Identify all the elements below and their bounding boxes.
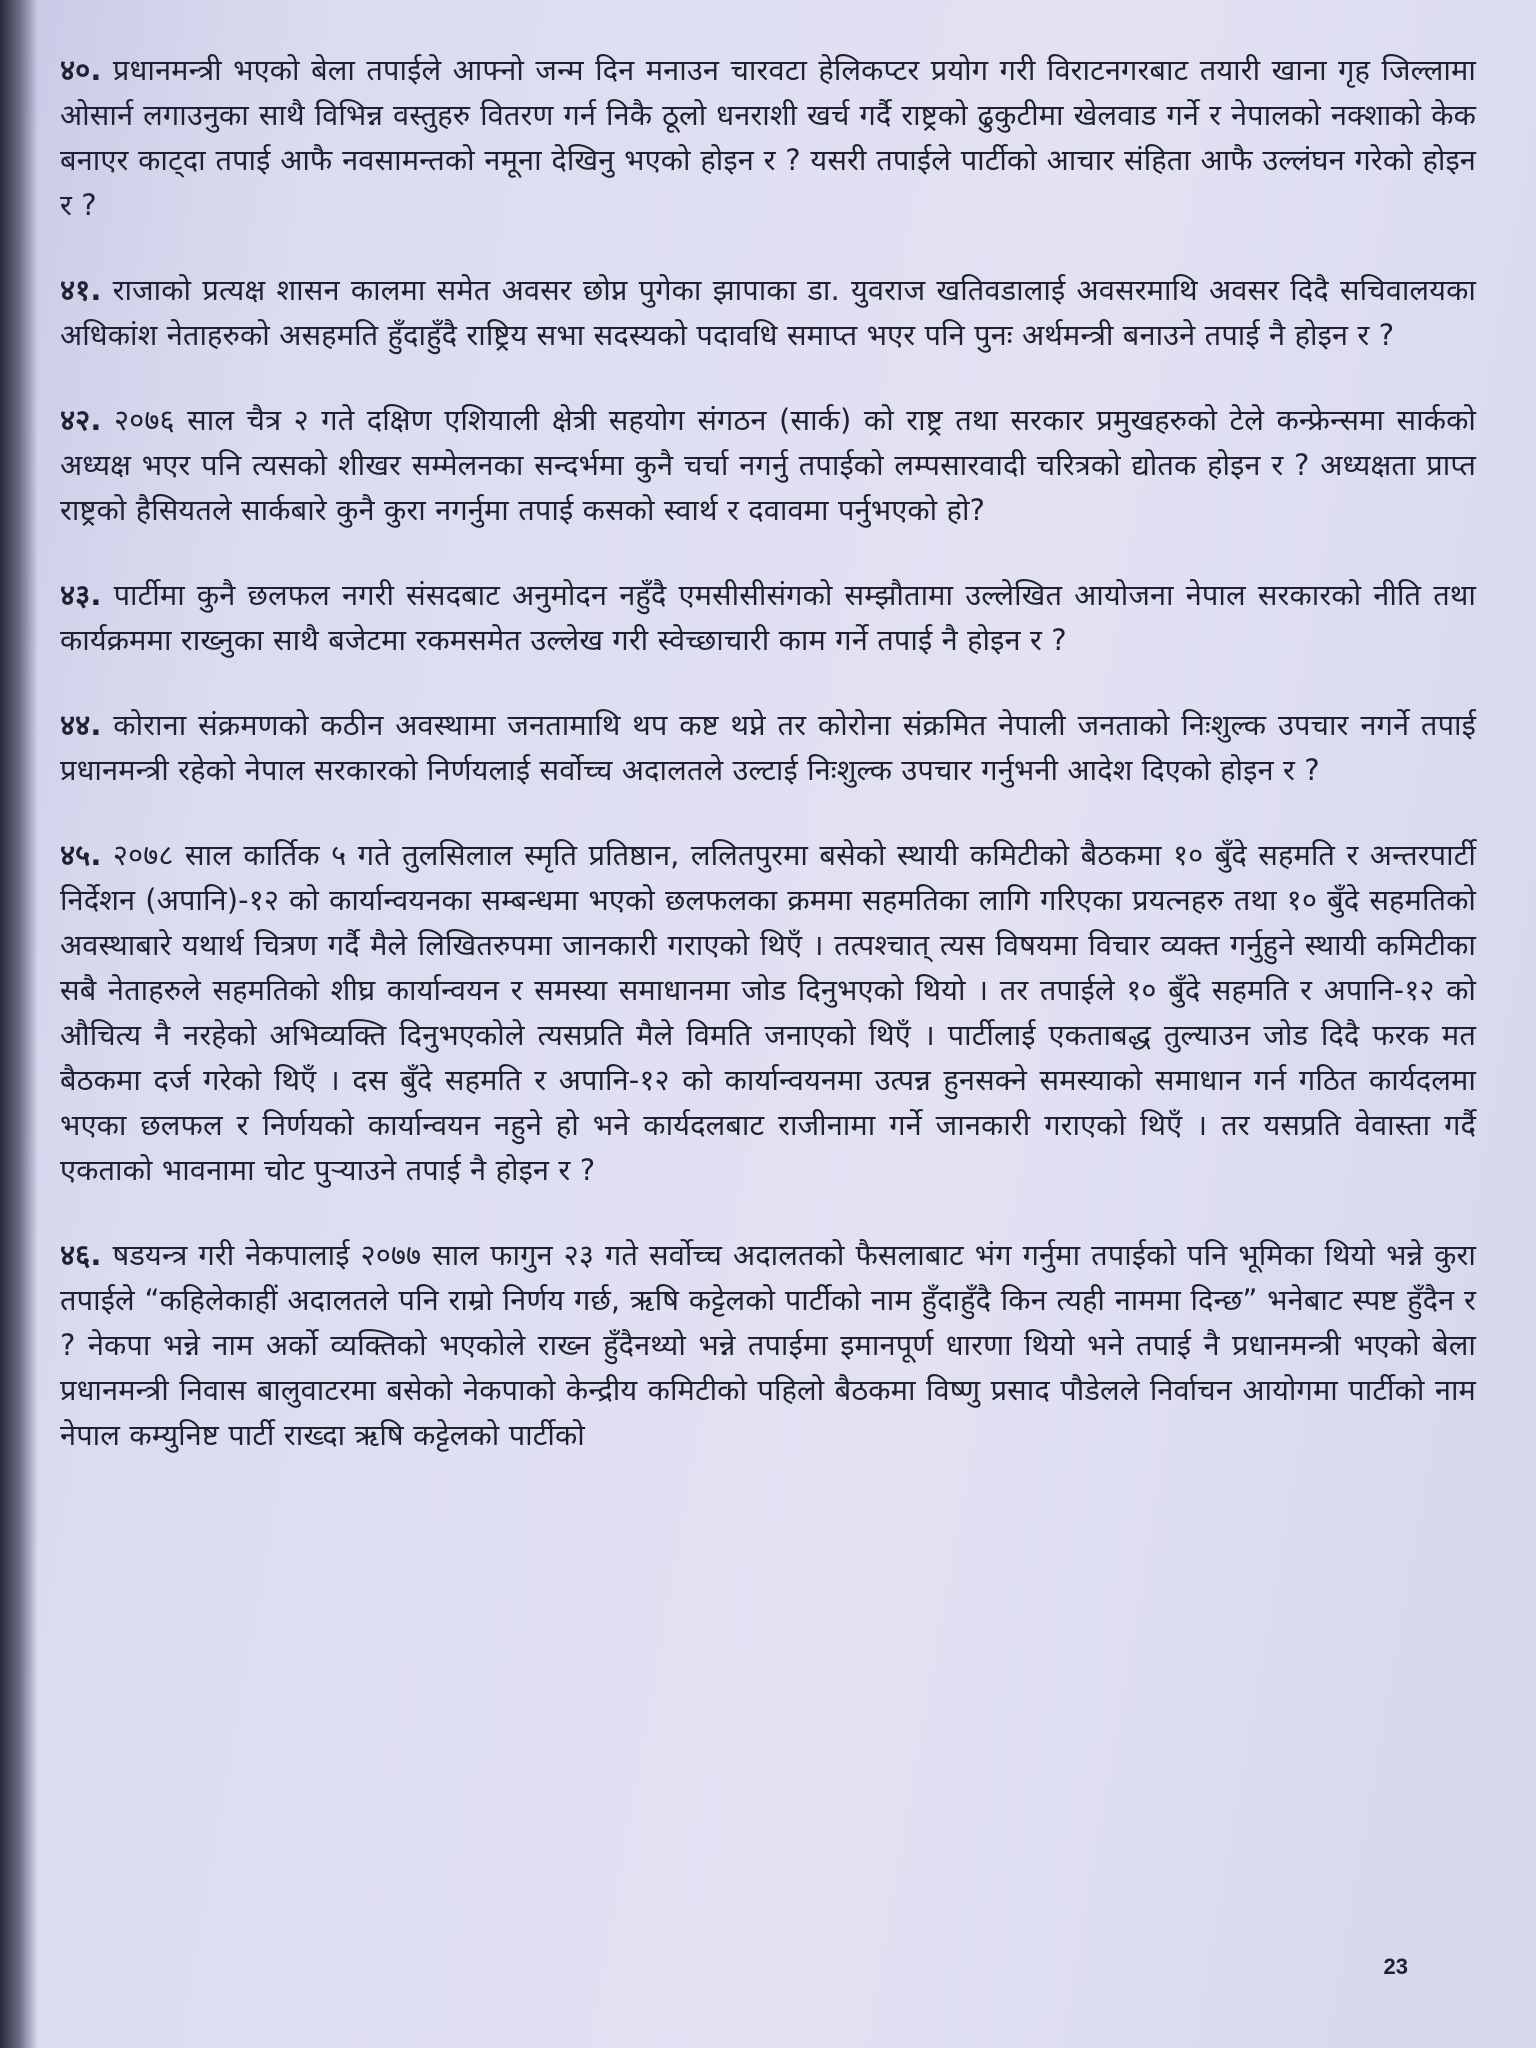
item-number: ४५. bbox=[60, 838, 102, 872]
item-body: प्रधानमन्त्री भएको बेला तपाईले आफ्नो जन्म दिन मनाउन चारवटा हेलिकप्टर प्रयोग गरी विराटनगरबाट तयारी खाना गृह जिल्लामा ओसार्न लगाउनुका साथै विभिन्न वस्तुहरु वितरण गर्न निकै ठूलो धनराशी खर्च गर्दै राष्ट्रको ढुकुटीमा खेलवाड गर्ने र नेपालको नक्शाको केक बनाएर काट्दा तपाई आफै नवसामन्तको नमूना देखिनु भएको होइन र ? यसरी तपाईले पार्टीको आचार संहिता आफै उल्लंघन गरेको होइन र ? bbox=[60, 53, 1476, 222]
item-body: राजाको प्रत्यक्ष शासन कालमा समेत अवसर छोप्न पुगेका झापाका डा. युवराज खतिवडालाई अवसरमाथि अवसर दिदै सचिवालयका अधिकांश नेताहरुको असहमति हुँदाहुँदै राष्ट्रिय सभा सदस्यको पदावधि समाप्त भएर पनि पुनः अर्थमन्त्री बनाउने तपाई नै होइन र ? bbox=[60, 273, 1476, 352]
paragraph-text bbox=[60, 703, 1476, 793]
question-44 bbox=[60, 703, 1476, 793]
question-40 bbox=[60, 48, 1476, 228]
question-43 bbox=[60, 573, 1476, 663]
item-body: २०७८ साल कार्तिक ५ गते तुलसिलाल स्मृति प्रतिष्ठान, ललितपुरमा बसेको स्थायी कमिटीको बैठकमा १० बुँदे सहमति र अन्तरपार्टी निर्देशन (अपानि)-१२ को कार्यान्वयनका सम्बन्धमा भएको छलफलका क्रममा सहमतिका लागि गरिएका प्रयत्नहरु तथा १० बुँदे सहमतिको अवस्थाबारे यथार्थ चित्रण गर्दै मैले लिखितरुपमा जानकारी गराएको थिएँ । तत्पश्चात् त्यस विषयमा विचार व्यक्त गर्नुहुने स्थायी कमिटीका सबै नेताहरुले सहमतिको शीघ्र कार्यान्वयन र समस्या समाधानमा जोड दिनुभएको थियो । तर तपाईले १० बुँदे सहमति र अपानि-१२ को औचित्य नै नरहेको अभिव्यक्ति दिनुभएकोले त्यसप्रति मैले विमति जनाएको थिएँ । पार्टीलाई एकताबद्ध तुल्याउन जोड दिदै फरक मत बैठकमा दर्ज गरेको थिएँ । दस बुँदे सहमति र अपानि-१२ को कार्यान्वयनमा उत्पन्न हुनसक्ने समस्याको समाधान गर्न गठित कार्यदलमा भएका छलफल र निर्णयको कार्यान्वयन नहुने हो भने कार्यदलबाट राजीनामा गर्ने जानकारी गराएको थिएँ । तर यसप्रति वेवास्ता गर्दै एकताको भावनामा चोट पुऱ्याउने तपाई नै होइन र ? bbox=[60, 838, 1476, 1187]
book-spine-shadow bbox=[0, 0, 38, 2048]
question-45 bbox=[60, 833, 1476, 1193]
paragraph-text bbox=[60, 48, 1476, 228]
paragraph-text bbox=[60, 268, 1476, 358]
item-body: षडयन्त्र गरी नेकपालाई २०७७ साल फागुन २३ गते सर्वोच्च अदालतको फैसलाबाट भंग गर्नुमा तपाईको पनि भूमिका थियो भन्ने कुरा तपाईले “कहिलेकाहीं अदालतले पनि राम्रो निर्णय गर्छ, ऋषि कट्टेलको पार्टीको नाम हुँदाहुँदै किन त्यही नाममा दिन्छ” भनेबाट स्पष्ट हुँदैन र ? नेकपा भन्ने नाम अर्को व्यक्तिको भएकोले राख्न हुँदैनथ्यो भन्ने तपाईमा इमानपूर्ण धारणा थियो भने तपाई नै प्रधानमन्त्री भएको बेला प्रधानमन्त्री निवास बालुवाटरमा बसेको नेकपाको केन्द्रीय कमिटीको पहिलो बैठकमा विष्णु प्रसाद पौडेलले निर्वाचन आयोगमा पार्टीको नाम नेपाल कम्युनिष्ट पार्टी राख्दा ऋषि कट्टेलको पार्टीको bbox=[60, 1238, 1476, 1452]
item-number: ४६. bbox=[60, 1238, 102, 1272]
question-46 bbox=[60, 1233, 1476, 1458]
page-number: 23 bbox=[1383, 1954, 1408, 1979]
paragraph-text bbox=[60, 398, 1476, 533]
paragraph-text bbox=[60, 833, 1476, 1193]
question-41 bbox=[60, 268, 1476, 358]
item-number: ४२. bbox=[60, 403, 102, 437]
item-number: ४०. bbox=[60, 53, 102, 87]
paragraph-text bbox=[60, 1233, 1476, 1458]
item-body: कोराना संक्रमणको कठीन अवस्थामा जनतामाथि थप कष्ट थप्ने तर कोरोना संक्रमित नेपाली जनताको निःशुल्क उपचार नगर्ने तपाई प्रधानमन्त्री रहेको नेपाल सरकारको निर्णयलाई सर्वोच्च अदालतले उल्टाई निःशुल्क उपचार गर्नुभनी आदेश दिएको होइन र ? bbox=[60, 708, 1476, 787]
item-number: ४१. bbox=[60, 273, 102, 307]
item-number: ४३. bbox=[60, 578, 102, 612]
question-42 bbox=[60, 398, 1476, 533]
paragraph-text bbox=[60, 573, 1476, 663]
item-body: पार्टीमा कुनै छलफल नगरी संसदबाट अनुमोदन नहुँदै एमसीसीसंगको सम्झौतामा उल्लेखित आयोजना नेपाल सरकारको नीति तथा कार्यक्रममा राख्नुका साथै बजेटमा रकमसमेत उल्लेख गरी स्वेच्छाचारी काम गर्ने तपाई नै होइन र ? bbox=[60, 578, 1476, 657]
item-number: ४४. bbox=[60, 708, 102, 742]
item-body: २०७६ साल चैत्र २ गते दक्षिण एशियाली क्षेत्री सहयोग संगठन (सार्क) को राष्ट्र तथा सरकार प्रमुखहरुको टेले कन्फ्रेन्समा सार्कको अध्यक्ष भएर पनि त्यसको शीखर सम्मेलनका सन्दर्भमा कुनै चर्चा नगर्नु तपाईको लम्पसारवादी चरित्रको द्योतक होइन र ? अध्यक्षता प्राप्त राष्ट्रको हैसियतले सार्कबारे कुनै कुरा नगर्नुमा तपाई कसको स्वार्थ र दवावमा पर्नुभएको हो? bbox=[60, 403, 1476, 527]
